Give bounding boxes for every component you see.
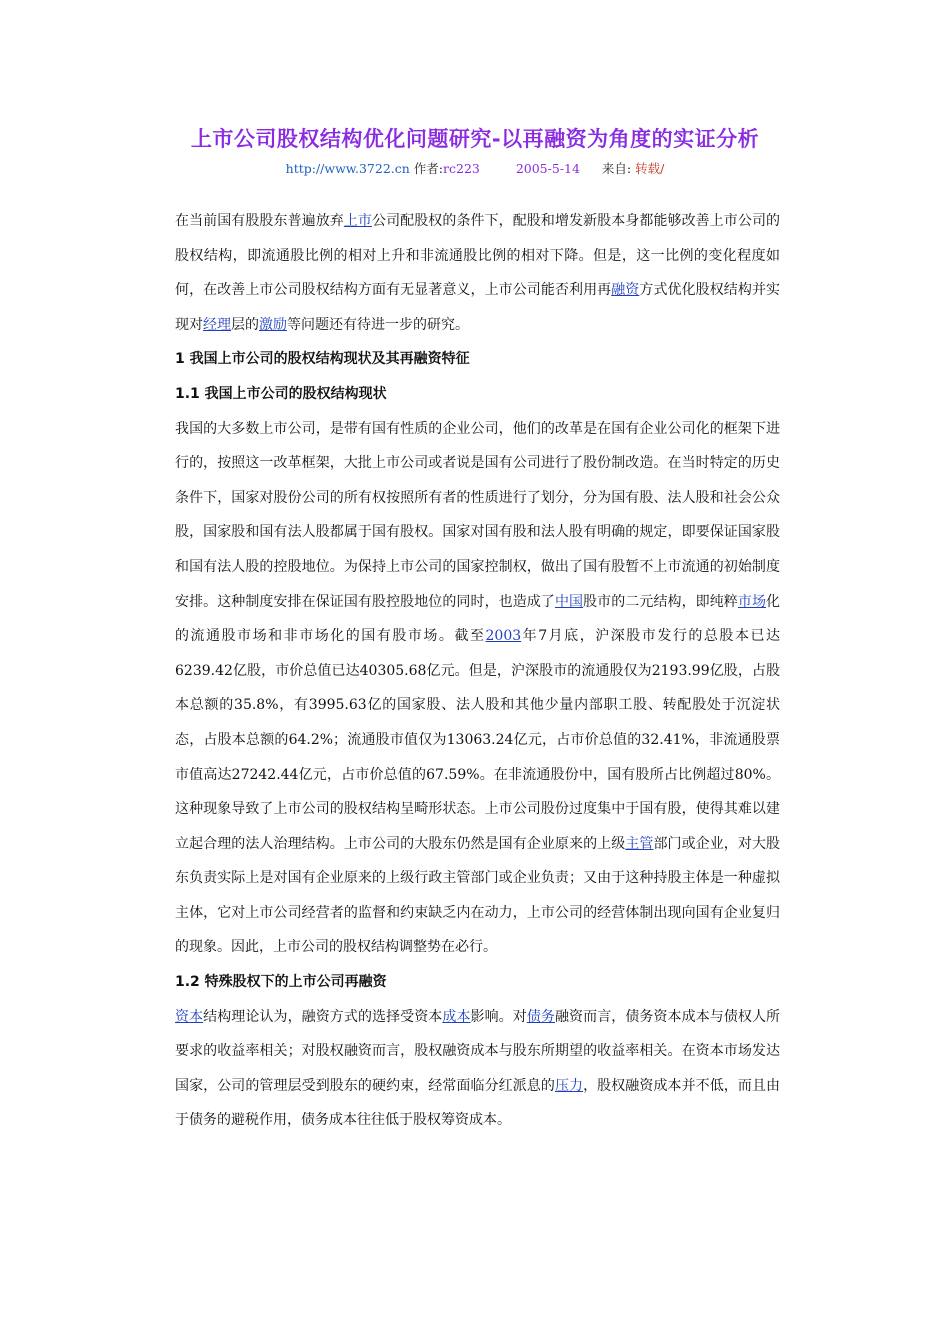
text: 部门或企业，对大股东负责实际上是对国有企业原来的上级行政主管部门或企业负责；又由于这种持股主体是一种虚拟主体，它对上市公司经营者的监督和约束缺乏内在动力，上市公司的经营体制出现向国有企业复归的现象。因此，上市公司的股权结构调整势在必行。 [175, 835, 781, 956]
article-meta [0, 159, 950, 177]
keyword-link-zhongguo[interactable]: 中国 [554, 593, 584, 610]
text: 公司配股权的条件下，配股和增发新股本身都能够改善上市公司的股权结构，即流通股比例的相对上升和非流通股比例的相对下降。但是，这一比例的变化程度如何，在改善上市公司股权结构方面有无显著意义，上市公司能否利用再 [175, 213, 781, 299]
section-heading-1-1: 1.1 我国上市公司的股权结构现状 [175, 385, 387, 402]
author-name: rc223 [443, 161, 480, 176]
keyword-link-jili[interactable]: 激励 [259, 316, 287, 333]
keyword-link-shichang[interactable]: 市场 [737, 593, 767, 610]
text: 股市的二元结构，即纯粹 [583, 593, 738, 610]
text: 等问题还有待进一步的研究。 [287, 316, 469, 333]
keyword-link-shangshi[interactable]: 上市 [343, 213, 373, 229]
keyword-link-zhaiwu[interactable]: 债务 [526, 1008, 555, 1025]
paragraph-refinancing [175, 1000, 780, 1138]
text: 层的 [231, 316, 259, 333]
source-label: 来自: [601, 161, 632, 176]
text: 在当前国有股股东普遍放弃 [175, 213, 344, 229]
source-url-link[interactable]: http://www.3722.cn [285, 161, 410, 176]
paragraph-ownership-status [175, 412, 780, 966]
keyword-link-rongzi[interactable]: 融资 [611, 282, 640, 299]
article-body [175, 204, 780, 1138]
publish-date: 2005-5-14 [515, 161, 580, 176]
text: ，股权融资成本并不低，而且由于债务的避税作用，债务成本往往低于股权筹资成本。 [175, 1077, 781, 1129]
keyword-link-zhuguan[interactable]: 主管 [625, 835, 654, 852]
article-title: 上市公司股权结构优化问题研究-以再融资为角度的实证分析 [190, 127, 760, 151]
text: 融资而言，债务资本成本与债权人所要求的收益率相关；对股权融资而言，股权融资成本与股东所期望的收益率相关。在资本市场发达国家，公司的管理层受到股东的硬约束，经常面临分红派息的 [175, 1008, 781, 1094]
section-heading-1: 1 我国上市公司的股权结构现状及其再融资特征 [175, 351, 470, 368]
keyword-link-2003[interactable]: 2003 [485, 628, 522, 645]
keyword-link-chengben[interactable]: 成本 [442, 1008, 471, 1025]
text: 影响。对 [470, 1008, 527, 1025]
text: 化的流通股市场和非市场化的国有股市场。截至 [175, 593, 781, 645]
author-label: 作者: [413, 161, 444, 176]
text: 年7月底，沪深股市发行的总股本已达6239.42亿股，市价总值已达40305.68亿元。但是，沪深股市的流通股仅为2193.99亿股，占股本总额的35.8%，有3995.63亿的国家股、法人股和其他少量内部职工股、转配股处于沉淀状态，占股本总额的64.2%；流通股市值仅为13063.24亿元，占市价总值的32.41%，非流通股票市值高达27242.44亿元，占市价总值的67.59%。在非流通股份中，国有股所占比例超过80%。这种现象导致了上市公司的股权结构呈畸形状态。上市公司股份过度集中于国有股，使得其难以建立起合理的法人治理结构。上市公司的大股东仍然是国有企业原来的上级 [175, 628, 781, 852]
text: 我国的大多数上市公司，是带有国有性质的企业公司，他们的改革是在国有企业公司化的框架下进行的，按照这一改革框架，大批上市公司或者说是国有公司进行了股份制改造。在当时特定的历史条件下，国家对股份公司的所有权按照所有者的性质进行了划分，分为国有股、法人股和社会公众股，国家股和国有法人股都属于国有股权。国家对国有股和法人股有明确的规定，即要保证国家股和国有法人股的控股地位。为保持上市公司的国家控制权，做出了国有股暂不上市流通的初始制度安排。这种制度安排在保证国有股控股地位的同时，也造成了 [175, 420, 780, 610]
keyword-link-jingli[interactable]: 经理 [203, 316, 231, 333]
section-heading-1-2: 1.2 特殊股权下的上市公司再融资 [175, 974, 387, 991]
text: 方式优化股权结构并实现对 [175, 282, 781, 333]
keyword-link-yali[interactable]: 压力 [554, 1077, 584, 1094]
source-link[interactable]: 转载/ [635, 161, 665, 176]
keyword-link-ziben[interactable]: 资本 [175, 1008, 204, 1025]
text: 结构理论认为，融资方式的选择受资本 [203, 1008, 443, 1025]
paragraph-intro [175, 204, 780, 342]
